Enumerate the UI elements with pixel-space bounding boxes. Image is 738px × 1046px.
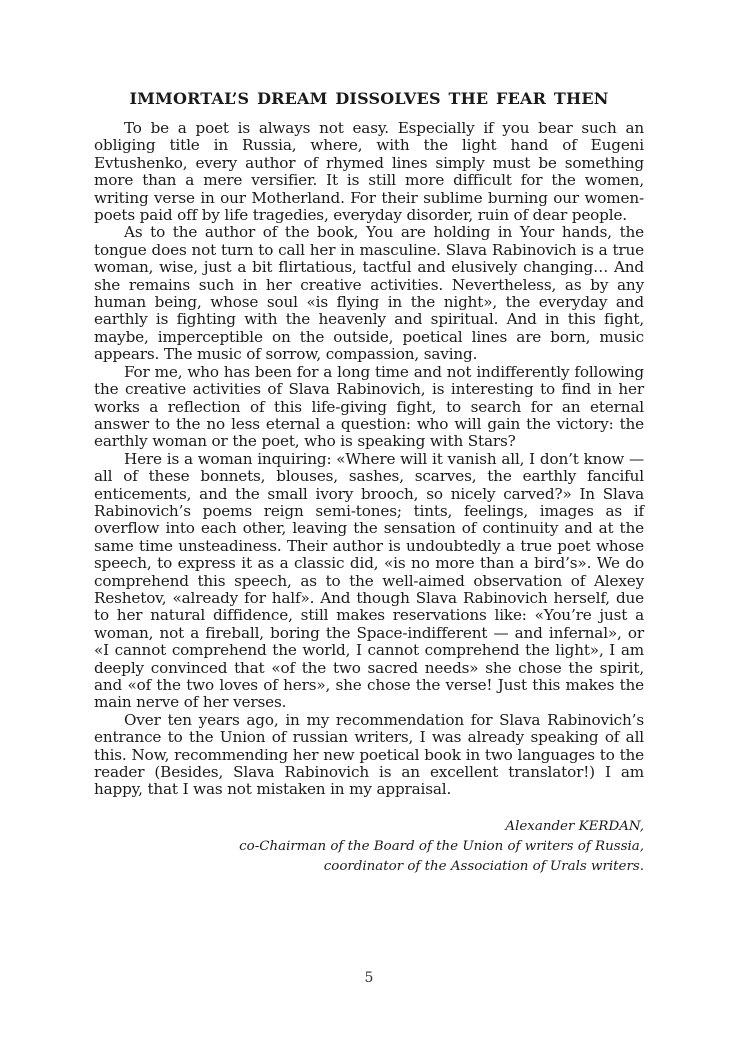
document-body <box>94 120 644 799</box>
paragraph: Here is a woman inquiring: «Where will it vanish all, I don’t know — all of these bonnets, blouses, sashes, scarves, the earthly fanciful enticements, and the small ivory brooch, so nicely carved?» In Slava Rabinovich’s poems reign semi-tones; tints, feelings, images as if overflow into each other, leaving the sensation of continuity and at the same time unsteadiness. Their author is undoubtedly a true poet whose speech, to express it as a classic did, «is no more than a bird’s». We do comprehend this speech, as to the well-aimed observation of Alexey Reshetov, «already for half». And though Slava Rabinovich herself, due to her natural diffidence, still makes reservations like: «You’re just a woman, not a fireball, boring the Space-indifferent — and infernal», or «I cannot comprehend the world, I cannot comprehend the light», I am deeply convinced that «of the two sacred needs» she chose the spirit, and «of the two loves of hers», she chose the verse! Just this makes the main nerve of her verses. <box>94 449 644 712</box>
signature-name: Alexander KERDAN, <box>505 818 644 834</box>
signature-block <box>94 817 644 877</box>
paragraph: For me, who has been for a long time and not indifferently following the creative activities of Slava Rabinovich, is interesting to find in her works a reflection of this life-giving fight, to search for an eternal answer to the no less eternal a question: who will gain the victory: the earthly woman or the poet, who is speaking with Stars? <box>94 362 644 451</box>
signature-position: co-Chairman of the Board of the Union of writers of Russia, <box>239 838 644 854</box>
paragraph: To be a poet is always not easy. Especially if you bear such an obliging title in Russia, where, with the light hand of Eugeni Evtushenko, every author of rhymed lines simply must be something more than a mere versifier. It is still more difficult for the women, writing verse in our Motherland. For their sublime burning our women-poets paid off by life tragedies, everyday disorder, ruin of dear people. <box>94 119 644 225</box>
document-title: IMMORTAL’S DREAM DISSOLVES THE FEAR THEN <box>129 89 609 108</box>
document-page <box>94 88 644 877</box>
paragraph: Over ten years ago, in my recommendation for Slava Rabinovich’s entrance to the Union of russian writers, I was already speaking of all this. Now, recommending her new poetical book in two languages to the reader (Besides, Slava Rabinovich is an excellent translator!) I am happy, that I was not mistaken in my appraisal. <box>94 710 644 799</box>
page-number: 5 <box>364 970 374 986</box>
paragraph: As to the author of the book, You are holding in Your hands, the tongue does not turn to call her in masculine. Slava Rabinovich is a true woman, wise, just a bit flirtatious, tactful and elusively changing… And she remains such in her creative activities. Nevertheless, as by any human being, whose soul «is flying in the night», the everyday and earthly is fighting with the heavenly and spiritual. And in this fight, maybe, imperceptible on the outside, poetical lines are born, music appears. The music of sorrow, compassion, saving. <box>94 223 644 364</box>
signature-role: coordinator of the Association of Urals writers. <box>323 858 644 874</box>
